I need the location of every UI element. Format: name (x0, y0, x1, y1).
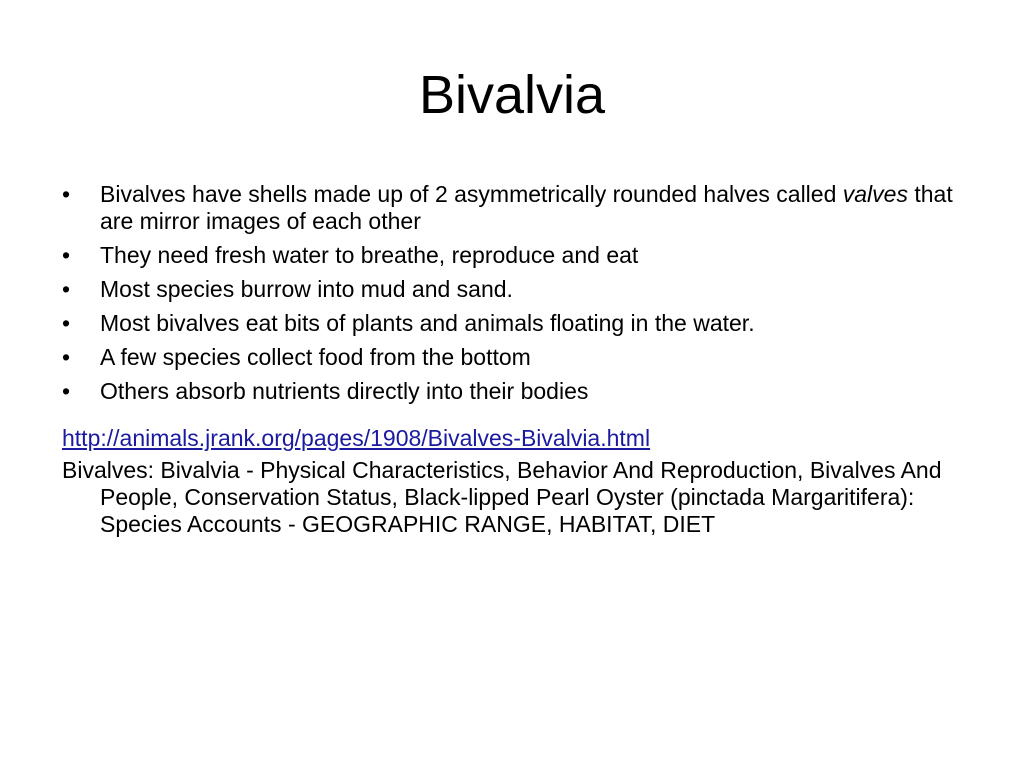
source-description: Bivalves: Bivalvia - Physical Characteristics, Behavior And Reproduction, Bivalves And People, Conservation Status, Black-lipped Pearl Oyster (pinctada Margaritifera): Species Accounts - GEOGRAPHIC RANGE, HABITAT, DIET (62, 457, 942, 537)
bullet-text: Most species burrow into mud and sand. (100, 276, 513, 302)
bullet-dot: • (62, 344, 71, 370)
bullet-dot: • (62, 310, 71, 336)
bullet-text: Bivalves have shells made up of 2 asymmetrically rounded halves called (100, 181, 843, 207)
bullet-dot: • (62, 181, 71, 207)
bullet-text: They need fresh water to breathe, reproduce and eat (100, 242, 639, 268)
bullet-italic-term: valves (842, 181, 908, 207)
bullet-dot: • (62, 378, 71, 404)
slide-title: Bivalvia (418, 65, 606, 125)
bullet-text: Most bivalves eat bits of plants and animals floating in the water. (100, 310, 755, 336)
bullet-dot: • (62, 276, 71, 302)
source-block (62, 425, 962, 538)
bullet-item (62, 242, 962, 269)
bullet-text: Others absorb nutrients directly into their bodies (100, 378, 589, 404)
bullet-item (62, 276, 962, 303)
slide-body (62, 181, 962, 538)
bullet-item (62, 310, 962, 337)
bullet-list (62, 181, 962, 405)
bullet-item (62, 378, 962, 405)
bullet-item (62, 344, 962, 371)
bullet-item (62, 181, 962, 235)
bullet-text: A few species collect food from the bottom (100, 344, 531, 370)
bullet-text-cont: that are mirror images of each other (100, 181, 953, 234)
bullet-dot: • (62, 242, 71, 268)
source-link[interactable]: http://animals.jrank.org/pages/1908/Bivalves-Bivalvia.html (62, 425, 651, 451)
